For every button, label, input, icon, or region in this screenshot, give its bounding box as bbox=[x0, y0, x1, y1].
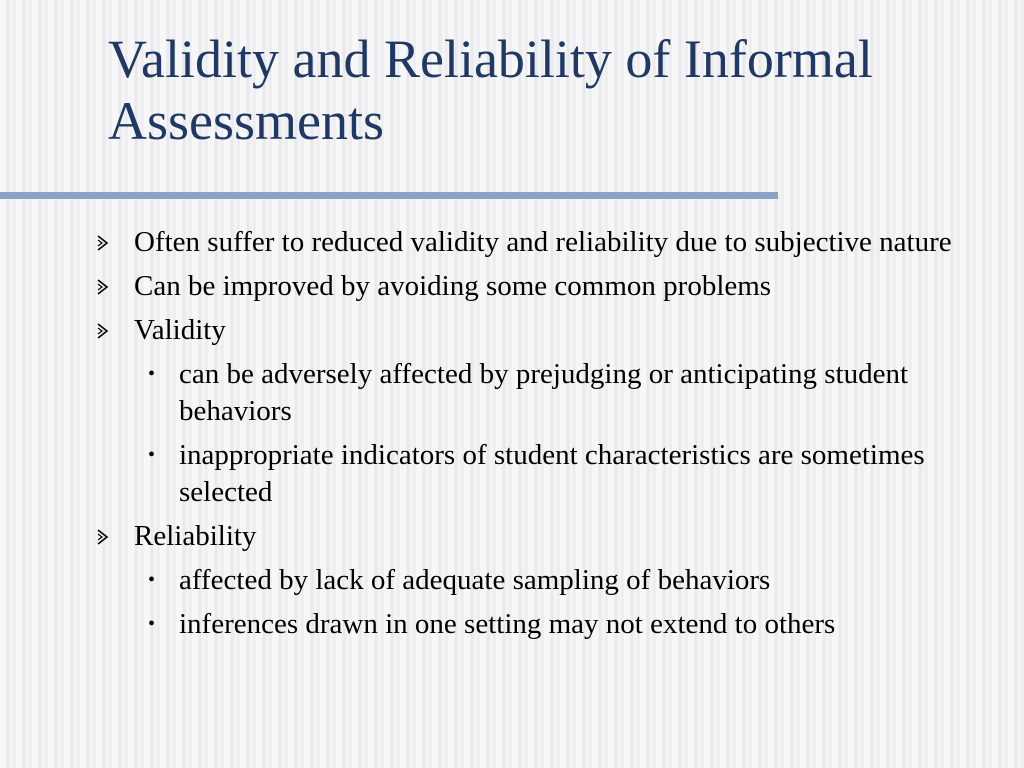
sub-bullet-text: affected by lack of adequate sampling of behaviors bbox=[179, 564, 771, 596]
arrowhead-bullet-icon bbox=[96, 322, 110, 340]
dot-bullet-icon: • bbox=[148, 613, 156, 635]
slide-title: Validity and Reliability of Informal Assessments bbox=[108, 29, 873, 151]
bullet-list bbox=[96, 224, 996, 650]
sub-bullet-text: can be adversely affected by prejudging or anticipating student behaviors bbox=[179, 358, 909, 427]
bullet-item bbox=[96, 518, 996, 555]
bullet-item bbox=[96, 268, 996, 305]
arrowhead-bullet-icon bbox=[96, 278, 110, 296]
sub-bullet-item bbox=[96, 437, 996, 511]
bullet-text: Can be improved by avoiding some common problems bbox=[134, 270, 772, 302]
title-divider bbox=[0, 192, 778, 199]
sub-bullet-text: inappropriate indicators of student characteristics are sometimes selected bbox=[179, 439, 925, 508]
bullet-item bbox=[96, 312, 996, 349]
arrowhead-bullet-icon bbox=[96, 234, 110, 252]
sub-bullet-item bbox=[96, 606, 996, 643]
dot-bullet-icon: • bbox=[148, 569, 156, 591]
sub-bullet-item bbox=[96, 562, 996, 599]
sub-bullet-item bbox=[96, 356, 996, 430]
bullet-text: Reliability bbox=[134, 520, 257, 552]
dot-bullet-icon: • bbox=[148, 444, 156, 466]
sub-bullet-text: inferences drawn in one setting may not extend to others bbox=[179, 608, 836, 640]
dot-bullet-icon: • bbox=[148, 363, 156, 385]
bullet-item bbox=[96, 224, 996, 261]
bullet-text: Often suffer to reduced validity and reliability due to subjective nature bbox=[134, 226, 952, 258]
arrowhead-bullet-icon bbox=[96, 528, 110, 546]
bullet-text: Validity bbox=[134, 314, 226, 346]
